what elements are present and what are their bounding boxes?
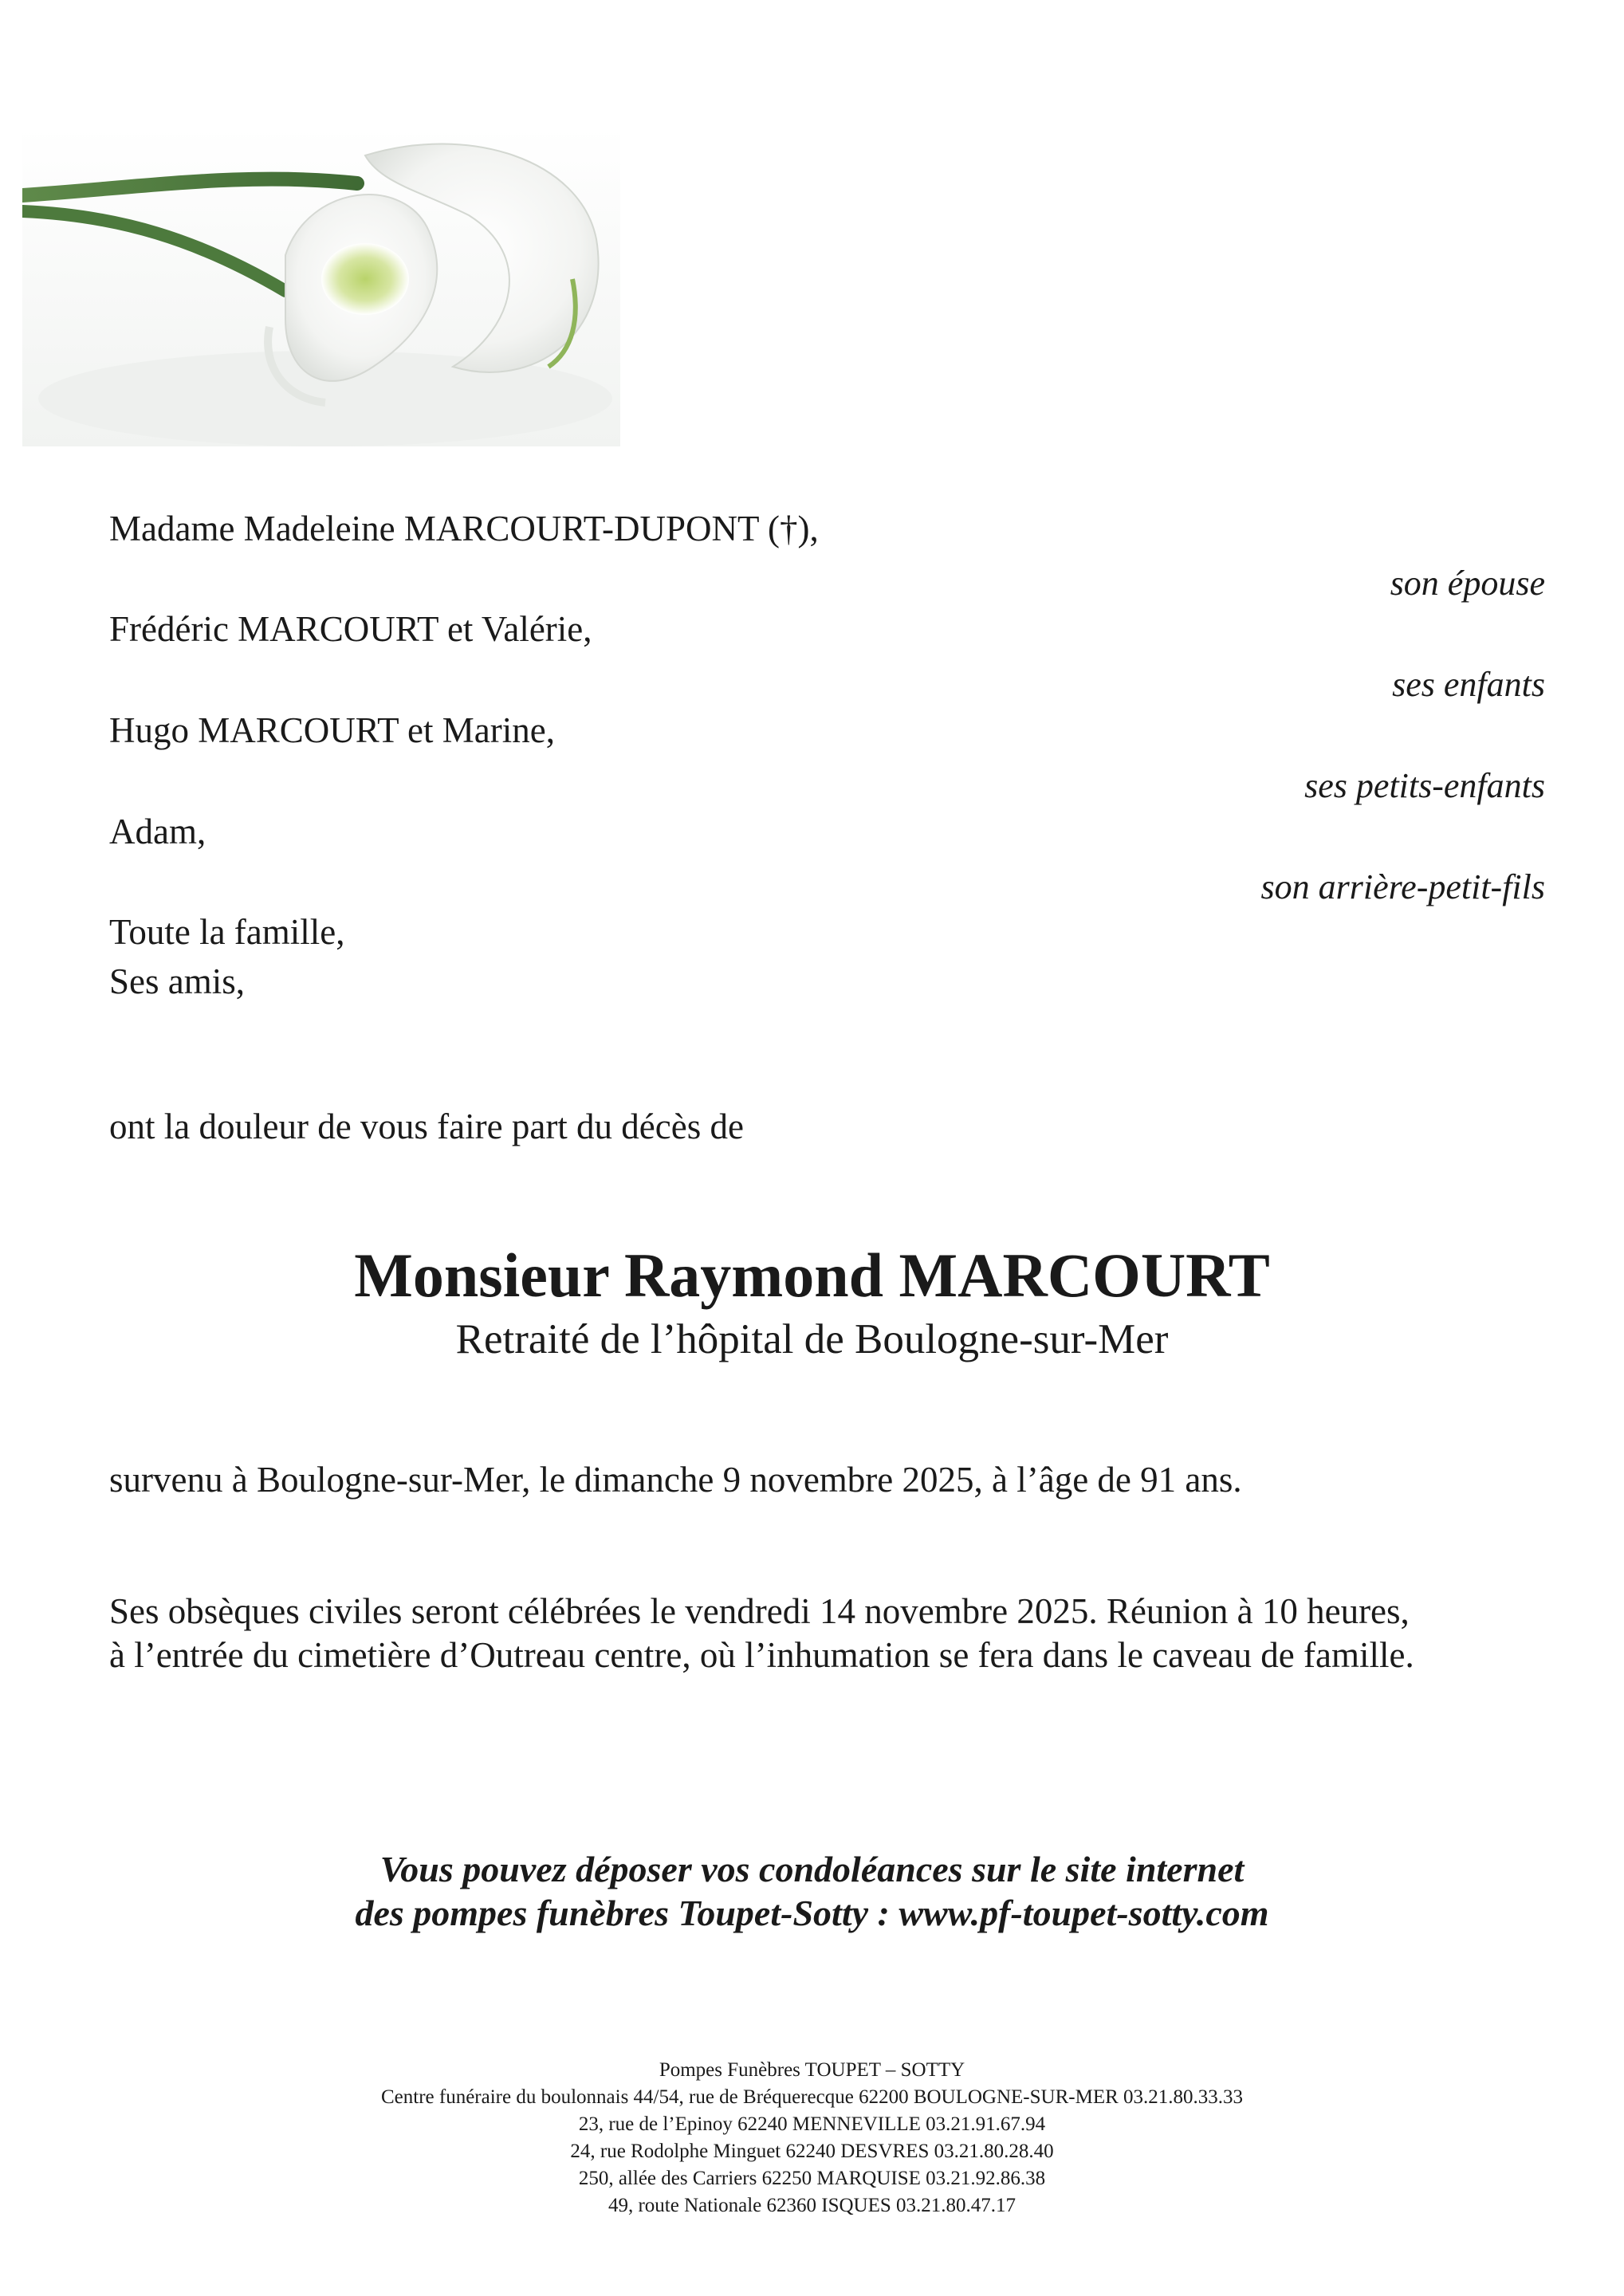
family-other: Ses amis, — [109, 961, 246, 1001]
footer-line: 250, allée des Carriers 62250 MARQUISE 03.21.92.86.38 — [578, 2168, 1046, 2189]
footer-line: 23, rue de l’Epinoy 62240 MENNEVILLE 03.21.91.67.94 — [578, 2113, 1046, 2135]
family-member-name: Frédéric MARCOURT et Valérie, — [109, 609, 592, 649]
footer-line: 24, rue Rodolphe Minguet 62240 DESVRES 03.21.80.28.40 — [570, 2141, 1054, 2162]
family-member-name: Hugo MARCOURT et Marine, — [109, 710, 555, 750]
footer-line: 49, route Nationale 62360 ISQUES 03.21.80.47.17 — [608, 2195, 1016, 2216]
family-member-name: Adam, — [109, 812, 206, 851]
family-relation: ses enfants — [1392, 665, 1545, 704]
footer-line: Pompes Funèbres TOUPET – SOTTY — [659, 2059, 965, 2081]
family-member-name: Madame Madeleine MARCOURT-DUPONT (†), — [109, 509, 819, 548]
deceased-title: Retraité de l’hôpital de Boulogne-sur-Mer — [455, 1316, 1169, 1362]
funeral-details-line: Ses obsèques civiles seront célébrées le vendredi 14 novembre 2025. Réunion à 10 heures, — [109, 1591, 1410, 1631]
condolences-line: Vous pouvez déposer vos condoléances sur le site internet — [379, 1849, 1245, 1889]
calla-lily-flower-icon — [22, 128, 620, 446]
deceased-name: Monsieur Raymond MARCOURT — [354, 1240, 1270, 1310]
death-notice: survenu à Boulogne-sur-Mer, le dimanche 9 novembre 2025, à l’âge de 91 ans. — [109, 1460, 1242, 1500]
family-relation: son épouse — [1390, 564, 1545, 603]
condolences-line: des pompes funèbres Toupet-Sotty : www.pf-toupet-sotty.com — [355, 1893, 1269, 1933]
announcement-text: ont la douleur de vous faire part du décès de — [109, 1107, 744, 1146]
family-relation: son arrière-petit-fils — [1260, 867, 1545, 906]
family-other: Toute la famille, — [109, 912, 345, 952]
family-relation: ses petits-enfants — [1304, 766, 1545, 805]
footer-line: Centre funéraire du boulonnais 44/54, rue de Bréquerecque 62200 BOULOGNE-SUR-MER 03.21.80.33.33 — [380, 2086, 1244, 2108]
funeral-home-footer — [0, 2057, 1624, 2219]
funeral-details-line: à l’entrée du cimetière d’Outreau centre, où l’inhumation se fera dans le caveau de famille. — [109, 1635, 1414, 1675]
